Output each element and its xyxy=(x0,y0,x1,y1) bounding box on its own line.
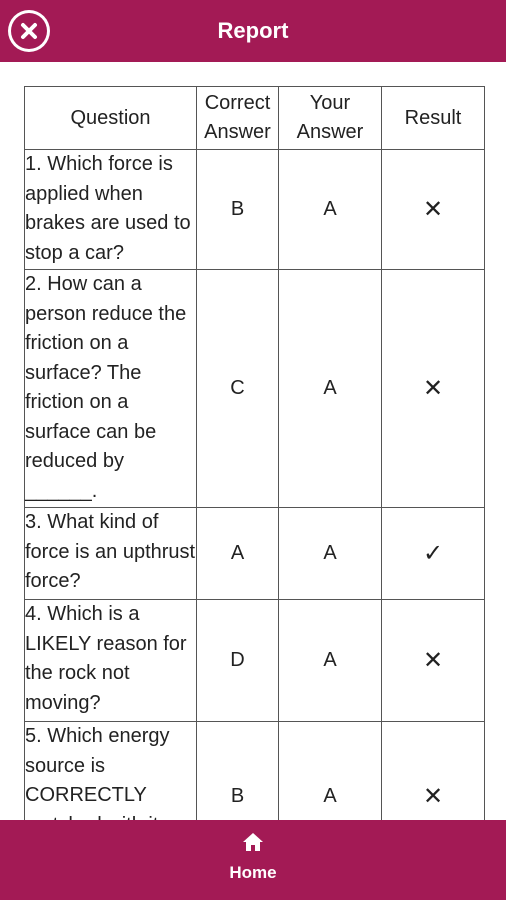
report-table xyxy=(24,86,485,872)
table-row xyxy=(25,508,485,600)
question-cell: 5. Which energy source is CORRECTLY xyxy=(25,722,197,872)
your-answer-cell: A xyxy=(279,270,382,508)
result-wrong-icon: ✕ xyxy=(382,270,485,508)
table-header-row xyxy=(25,87,485,150)
result-wrong-icon: ✕ xyxy=(382,722,485,872)
question-cell: 1. Which force is applied when brakes are used to stop a car? xyxy=(25,150,197,270)
result-wrong-icon: ✕ xyxy=(382,150,485,270)
table-row xyxy=(25,600,485,722)
correct-answer-cell: D xyxy=(197,600,279,722)
header-question: Question xyxy=(25,87,197,150)
header-result: Result xyxy=(382,87,485,150)
your-answer-cell: A xyxy=(279,600,382,722)
correct-answer-cell: B xyxy=(197,722,279,872)
footer-bar xyxy=(0,820,506,900)
home-icon xyxy=(241,830,265,859)
your-answer-cell: A xyxy=(279,722,382,872)
result-correct-icon: ✓ xyxy=(382,508,485,600)
report-content[interactable] xyxy=(0,62,506,820)
question-cell: 2. How can a person reduce the friction on a surface? The friction on a surface can be reduced by ______. xyxy=(25,270,197,508)
your-answer-cell: A xyxy=(279,508,382,600)
header-bar xyxy=(0,0,506,62)
page-title: Report xyxy=(217,18,289,43)
header-your-answer: Your Answer xyxy=(279,87,382,150)
correct-answer-cell: C xyxy=(197,270,279,508)
home-label: Home xyxy=(229,863,277,882)
question-cell: 3. What kind of force is an upthrust force? xyxy=(25,508,197,600)
home-button[interactable] xyxy=(213,830,293,890)
table-row xyxy=(25,270,485,508)
question-cell: 4. Which is a LIKELY reason for the rock not moving? xyxy=(25,600,197,722)
correct-answer-cell: B xyxy=(197,150,279,270)
header-correct-answer: Correct Answer xyxy=(197,87,279,150)
correct-answer-cell: A xyxy=(197,508,279,600)
result-wrong-icon: ✕ xyxy=(382,600,485,722)
table-row xyxy=(25,150,485,270)
your-answer-cell: A xyxy=(279,150,382,270)
